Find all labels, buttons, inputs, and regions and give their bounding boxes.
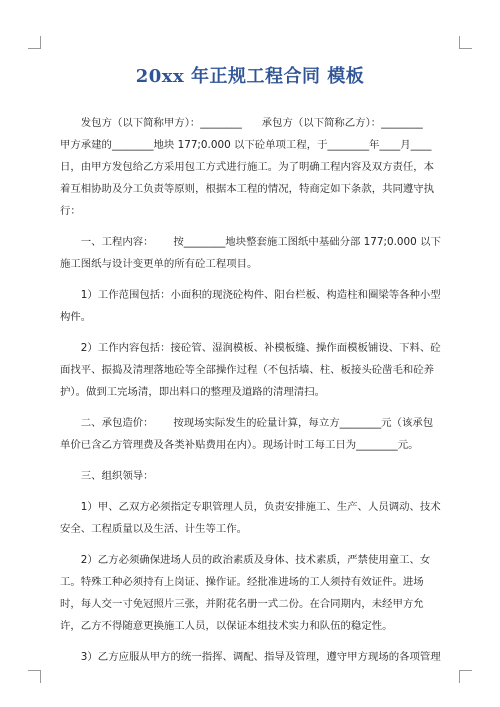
document-title: 20xx 年正规工程合同 模板	[135, 66, 365, 87]
crop-mark-top-left	[28, 36, 41, 49]
paragraph: 1）甲、乙双方必须指定专职管理人员，负责安排施工、生产、人员调动、技术安全、工程质量以及生活、计生等工作。	[60, 501, 441, 535]
paragraph: 2）乙方必须确保进场人员的政治素质及身体、技术素质，严禁使用童工、女工。特殊工种必须持有上岗证、操作证。经批准进场的工人须持有效证件。进场时，每人交一寸免冠照片三张，并附花名册一式二份。在合同期内，未经甲方允许，乙方不得随意更换施工人员，以保证本组技术实力和队伍的稳定性。	[60, 554, 431, 632]
paragraph: 发包方（以下简称甲方）：________ 承包方（以下简称乙方）：________	[80, 117, 423, 129]
crop-mark-bottom-left	[28, 670, 41, 683]
crop-mark-bottom-right	[459, 670, 472, 683]
paragraph: 一、工程内容： 按________地块整套施工图纸中基础分部 177;0.000 以下施工图纸与设计变更单的所有砼工程项目。	[60, 236, 441, 270]
crop-mark-top-right	[459, 36, 472, 49]
paragraph: 1）工作范围包括：小面积的现浇砼构件、阳台栏板、构造柱和圈梁等各种小型构件。	[60, 289, 441, 323]
document-body	[60, 112, 442, 668]
paragraph: 二、承包造价： 按现场实际发生的砼量计算，每立方________元（该承包单价已含乙方管理费及各类补贴费用在内）。现场计时工每工日为________元。	[60, 417, 434, 451]
paragraph: 甲方承建的________地块 177;0.000 以下砼单项工程，于________年____月____日，由甲方发包给乙方采用包工方式进行施工。为了明确工程内容及双方责任，本着互相协助及分工负责等原则，根据本工程的情况，特商定如下条款，共同遵守执行：	[60, 139, 435, 217]
paragraph: 三、组织领导：	[80, 470, 154, 482]
paragraph: 2）工作内容包括：接砼管、湿润模板、补模板缝、操作面模板铺设、下料、砼面找平、振捣及清理落地砼等全部操作过程（不包括墙、柱、板接头砼凿毛和砼养护）。做到工完场清，即出料口的整理及道路的清理清扫。	[60, 342, 441, 398]
paragraph: 3）乙方应服从甲方的统一指挥、调配、指导及管理，遵守甲方现场的各项管理	[80, 651, 441, 663]
